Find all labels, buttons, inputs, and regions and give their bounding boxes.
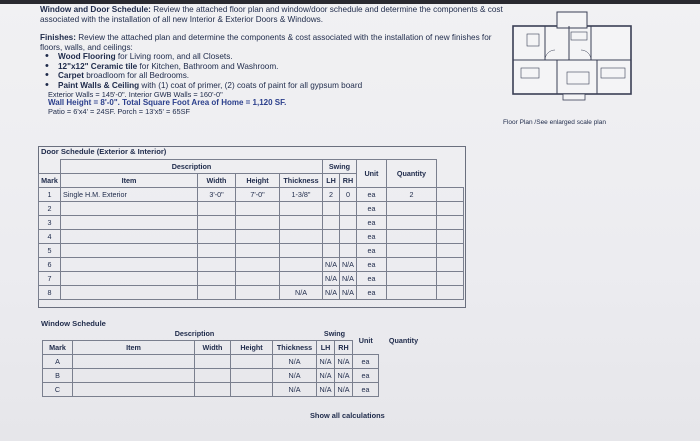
instructions-text: Review the attached floor plan and window/door schedule and determine the components & cost associated with the installation of all new Interior & Exterior Doors & Windows. — [40, 5, 503, 24]
table-row: 8 N/A N/A N/A ea — [39, 286, 464, 300]
door-item-header: Item — [61, 174, 198, 188]
door-width-header: Width — [198, 174, 236, 188]
finishes-section — [40, 33, 505, 116]
list-item: • Carpet broadloom for all Bedrooms. — [58, 71, 505, 81]
finishes-heading: Finishes: — [40, 33, 76, 42]
window-lh-header: LH — [317, 341, 335, 355]
list-item: • Wood Flooring for Living room, and all Closets. — [58, 52, 505, 62]
floor-plan-caption: Floor Plan /See enlarged scale plan — [503, 119, 606, 126]
table-row: 4 ea — [39, 230, 464, 244]
door-description-header: Description — [61, 160, 323, 174]
patio-porch: Patio = 6'x4' = 24SF. Porch = 13'x5' = 65SF — [48, 106, 191, 116]
door-schedule-title: Door Schedule (Exterior & Interior) — [41, 147, 167, 156]
table-row: 1 Single H.M. Exterior 3'-0" 7'-0" 1-3/8" 2 0 ea 2 — [39, 188, 464, 202]
show-calculations-note: Show all calculations — [310, 411, 385, 420]
table-row: 3 ea — [39, 216, 464, 230]
window-rh-header: RH — [335, 341, 353, 355]
door-height-header: Height — [236, 174, 280, 188]
finishes-text: Review the attached plan and determine the components & cost associated with the installation of new finishes for floors, walls, and ceilings: — [40, 33, 492, 52]
window-schedule-title: Window Schedule — [41, 319, 106, 328]
list-item: • 12"x12" Ceramic tile for Kitchen, Bathroom and Washroom. — [58, 62, 505, 72]
door-mark-header: Mark — [39, 174, 61, 188]
floor-plan-drawing — [505, 8, 645, 103]
window-description-header: Description — [174, 329, 215, 338]
door-unit-header: Unit — [356, 160, 386, 188]
table-row: C N/A N/A N/A ea — [43, 383, 466, 397]
instructions — [40, 5, 505, 25]
window-mark-header: Mark — [43, 341, 73, 355]
door-schedule-table — [38, 159, 464, 300]
wall-height: Wall Height = 8'-0". Total Square Foot Area of Home = 1,120 SF. — [48, 98, 287, 108]
top-edge — [0, 0, 700, 4]
table-row: 7 N/A N/A ea — [39, 272, 464, 286]
table-row: A N/A N/A N/A ea — [43, 355, 466, 369]
finishes-list — [40, 52, 505, 90]
table-row: 5 ea — [39, 244, 464, 258]
instructions-heading: Window and Door Schedule: — [40, 5, 151, 14]
window-swing-header: Swing — [323, 329, 346, 338]
window-height-header: Height — [231, 341, 273, 355]
wall-dimensions: Exterior Walls = 145'-0". Interior GWB Walls = 160'-0" — [48, 89, 223, 99]
table-row: 6 N/A N/A ea — [39, 258, 464, 272]
table-row: 2 ea — [39, 202, 464, 216]
list-item: • Paint Walls & Ceiling with (1) coat of primer, (2) coats of paint for all gypsum board — [58, 81, 505, 91]
door-swing-header: Swing — [323, 160, 357, 174]
window-item-header: Item — [73, 341, 195, 355]
door-rh-header: RH — [339, 174, 356, 188]
door-quantity-header: Quantity — [386, 160, 436, 188]
window-schedule-table — [42, 327, 466, 397]
table-row: B N/A N/A N/A ea — [43, 369, 466, 383]
door-thickness-header: Thickness — [280, 174, 323, 188]
window-unit-header: Unit — [358, 336, 373, 345]
window-quantity-header: Quantity — [388, 336, 419, 346]
window-width-header: Width — [195, 341, 231, 355]
door-lh-header: LH — [323, 174, 340, 188]
window-thickness-header: Thickness — [273, 341, 317, 355]
